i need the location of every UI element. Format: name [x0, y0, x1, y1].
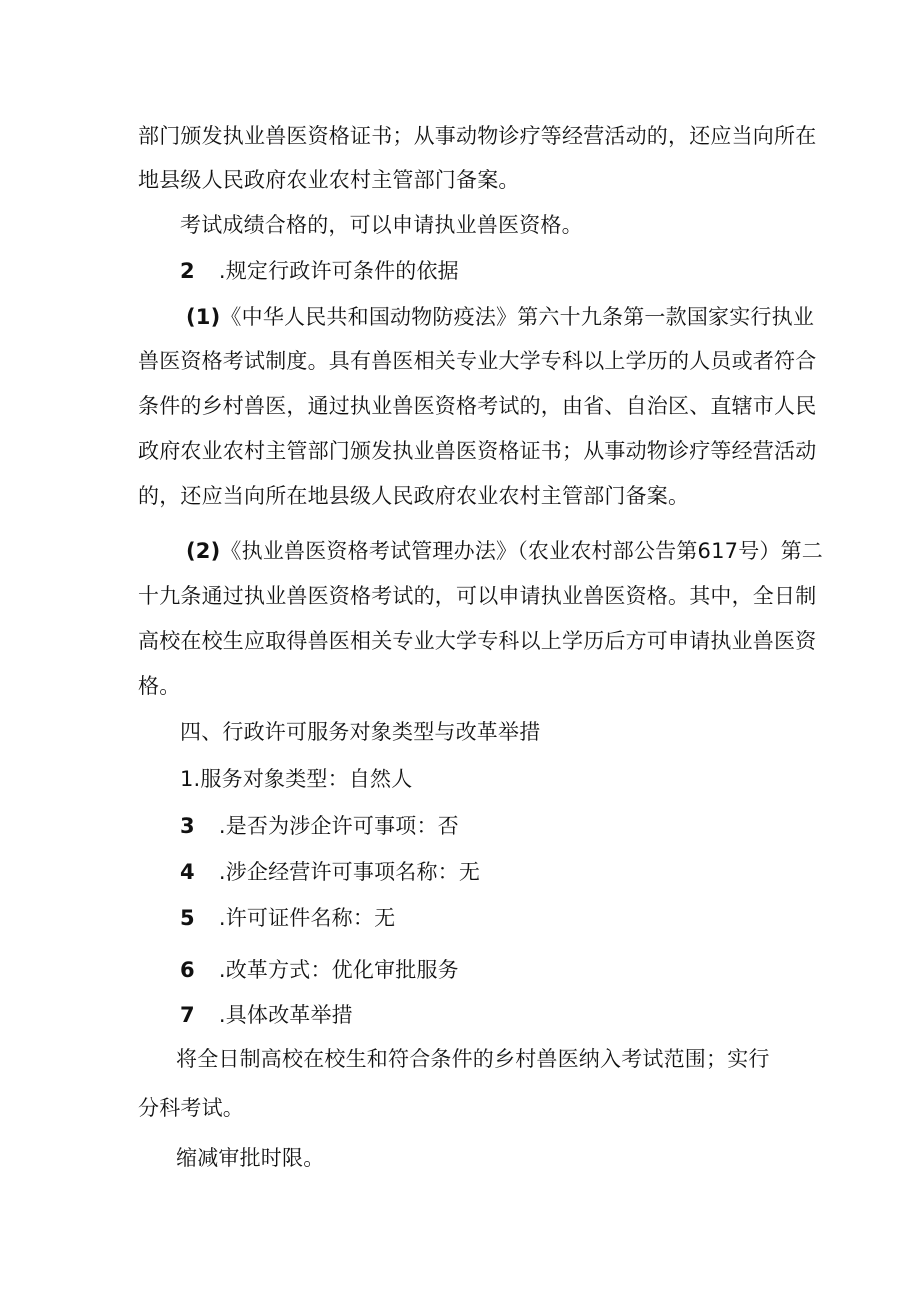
paragraph-line — [186, 302, 814, 332]
clause-number: (1) — [186, 305, 221, 329]
clause-text: 《中华人民共和国动物防疫法》第六十九条第一款国家实行执业 — [220, 305, 815, 329]
section-heading-2 — [180, 256, 459, 286]
list-item — [180, 903, 395, 933]
heading-number: 2 — [180, 259, 195, 283]
paragraph-line: 考试成绩合格的，可以申请执业兽医资格。 — [180, 213, 583, 237]
item-text: .涉企经营许可事项名称：无 — [218, 860, 481, 884]
paragraph-line: 政府农业农村主管部门颁发执业兽医资格证书；从事动物诊疗等经营活动 — [138, 439, 817, 463]
clause-number: (2) — [186, 539, 221, 563]
paragraph-line — [186, 536, 823, 566]
item-number: 3 — [180, 814, 195, 838]
list-item — [180, 1000, 353, 1030]
paragraph-line: 兽医资格考试制度。具有兽医相关专业大学专科以上学历的人员或者符合 — [138, 349, 817, 373]
item-text: .许可证件名称：无 — [218, 906, 396, 930]
list-item — [180, 811, 459, 841]
item-text: .是否为涉企许可事项：否 — [218, 814, 459, 838]
item-number: 5 — [180, 906, 195, 930]
list-item: 1.服务对象类型：自然人 — [180, 767, 413, 791]
paragraph-line: 部门颁发执业兽医资格证书；从事动物诊疗等经营活动的，还应当向所在 — [138, 124, 817, 148]
item-text: .具体改革举措 — [218, 1003, 353, 1027]
list-item — [180, 857, 480, 887]
item-number: 4 — [180, 860, 195, 884]
heading-text: .规定行政许可条件的依据 — [218, 259, 459, 283]
paragraph-line: 将全日制高校在校生和符合条件的乡村兽医纳入考试范围；实行 — [176, 1047, 770, 1071]
item-number: 7 — [180, 1003, 195, 1027]
section-heading-4: 四、行政许可服务对象类型与改革举措 — [180, 720, 541, 744]
paragraph-line: 的，还应当向所在地县级人民政府农业农村主管部门备案。 — [138, 484, 690, 508]
paragraph-line: 条件的乡村兽医，通过执业兽医资格考试的，由省、自治区、直辖市人民 — [138, 394, 817, 418]
list-item — [180, 955, 459, 985]
paragraph-line: 格。 — [138, 674, 181, 698]
item-number: 6 — [180, 958, 195, 982]
paragraph-line: 地县级人民政府农业农村主管部门备案。 — [138, 168, 520, 192]
paragraph-line: 十九条通过执业兽医资格考试的，可以申请执业兽医资格。其中，全日制 — [138, 584, 817, 608]
clause-text: 《执业兽医资格考试管理办法》（农业农村部公告第617号）第二 — [220, 539, 824, 563]
item-text: .改革方式：优化审批服务 — [218, 958, 459, 982]
paragraph-line: 高校在校生应取得兽医相关专业大学专科以上学历后方可申请执业兽医资 — [138, 629, 817, 653]
paragraph-line: 缩减审批时限。 — [176, 1146, 325, 1170]
paragraph-line: 分科考试。 — [138, 1096, 244, 1120]
